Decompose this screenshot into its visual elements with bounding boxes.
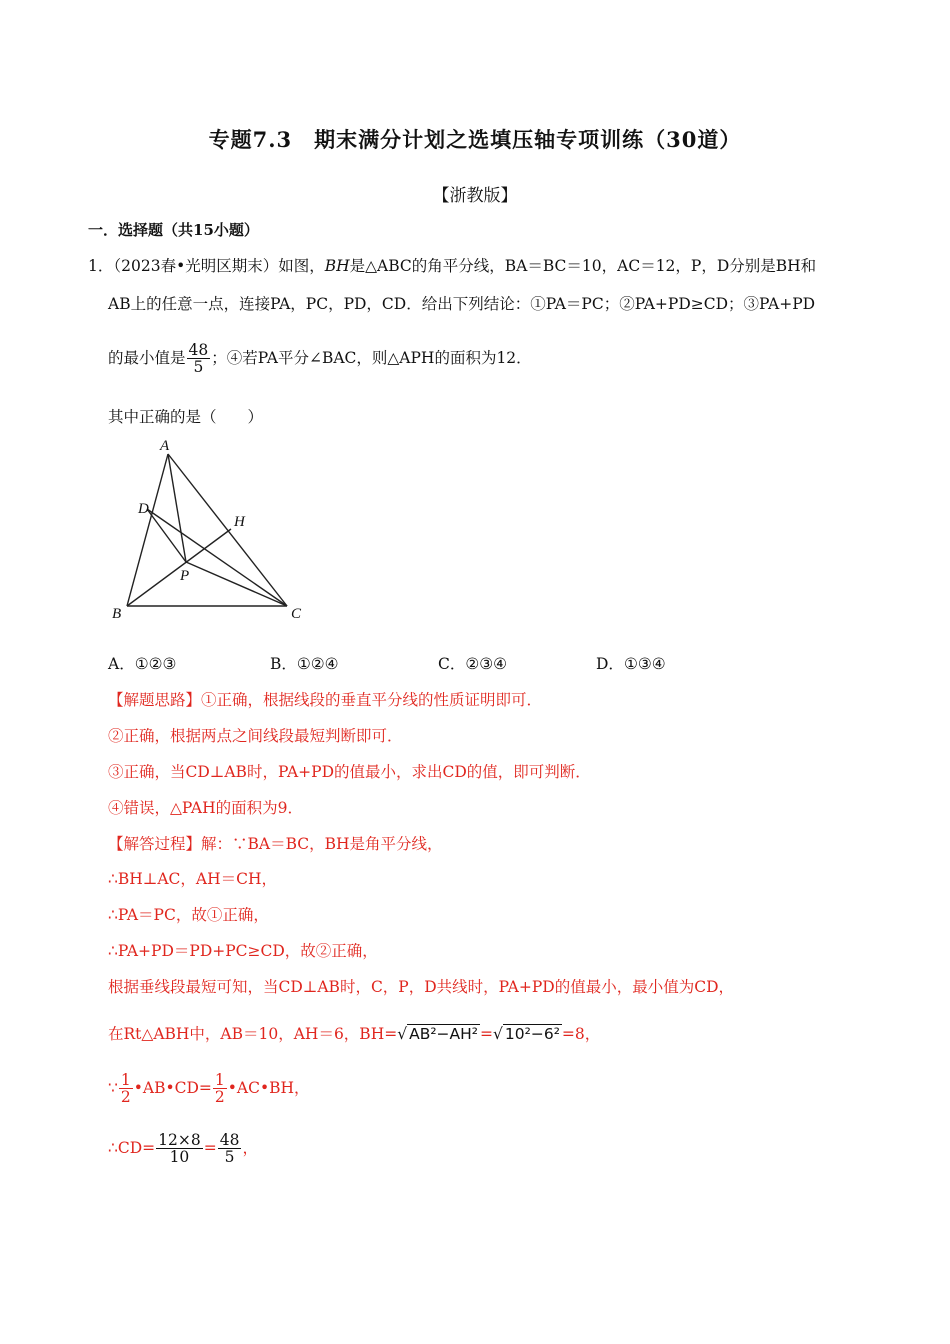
question-line-3 [108,342,532,376]
question-line-2: AB上的任意一点，连接PA，PC，PD，CD．给出下列结论：①PA＝PC；②PA+PD≥CD；③PA+PD [108,295,816,313]
triangle-figure [104,436,314,626]
segment-PD [147,509,186,562]
option-a[interactable]: A．①②③ [108,655,177,673]
solution-step-1: 【解答过程】解：∵BA＝BC，BH是角平分线， [108,835,443,853]
page-title: 专题7.3 期末满分计划之选填压轴专项训练（30道） [208,127,742,152]
option-d[interactable]: D．①③④ [596,655,666,673]
radical-ab-ah: AB²−AH² [409,1025,479,1043]
question-line1-tail: 是△ABC的角平分线，BA＝BC＝10，AC＝12，P，D分别是BH和 [349,257,817,275]
half-fraction-left: $\frac{1}{2}$ [120,1071,131,1107]
min-value-fraction: $\frac{48}{5}$ [188,341,209,377]
line3-suffix: ；④若PA平分∠BAC，则△APH的面积为12． [211,348,532,367]
question-source: （2023春•光明区期末）如图， [113,257,325,275]
option-c[interactable]: C．②③④ [438,655,508,673]
segment-CD [147,509,287,606]
solution-idea-2: ②正确，根据两点之间线段最短判断即可． [108,727,403,745]
segment-BH [127,529,231,606]
question-line-1: 1．（2023春•光明区期末）如图，BH是△ABC的角平分线，BA＝BC＝10，AC＝12，P，D分别是BH和 [88,257,817,275]
label-B: B [112,606,122,622]
option-b[interactable]: B．①②④ [270,655,339,673]
process-label: 【解答过程】 [108,835,202,853]
solution-step-3: ∴PA＝PC，故①正确， [108,906,269,924]
line3-prefix: 的最小值是 [108,348,186,367]
solution-idea-1: 【解题思路】①正确，根据线段的垂直平分线的性质证明即可． [108,691,543,709]
solution-idea-3: ③正确，当CD⊥AB时，PA+PD的值最小，求出CD的值，即可判断． [108,763,591,781]
half-fraction-right: $\frac{1}{2}$ [214,1071,225,1107]
edition-subtitle: 【浙教版】 [432,186,518,206]
label-C: C [291,606,302,622]
solution-step-5: 根据垂线段最短可知，当CD⊥AB时，C，P，D共线时，PA+PD的值最小，最小值为CD， [108,978,734,996]
question-number: 1． [88,257,114,275]
label-D: D [138,501,149,517]
section-heading: 一．选择题（共15小题） [88,221,259,239]
segment-PC [186,562,287,606]
cd-result-fraction: $\frac{48}{5}$ [219,1131,240,1167]
solution-step-4: ∴PA+PD＝PD+PC≥CD，故②正确， [108,942,378,960]
solution-step-8: ∴CD= $\frac{12\times 8}{10}$ = $\frac{48}{5}$ ， [108,1131,258,1167]
question-prompt: 其中正确的是（ ） [108,408,264,426]
solution-idea-4: ④错误，△PAH的面积为9． [108,799,303,817]
answer-options [108,652,666,674]
solution-step-7: ∵ $\frac{1}{2}$ •AB•CD= $\frac{1}{2}$ •AC•BH， [108,1071,310,1107]
label-H: H [234,514,245,530]
label-A: A [160,438,170,454]
label-P: P [180,568,190,584]
radical-10-6: 10²−6² [504,1025,560,1043]
segment-PA [168,454,186,562]
solution-step-6: 在Rt△ABH中，AB＝10，AH＝6，BH=√ AB²−AH² =√ 10²−6² =8， [108,1025,601,1043]
idea-label: 【解题思路】 [108,691,202,709]
solution-step-2: ∴BH⊥AC，AH＝CH， [108,870,277,888]
cd-fraction: $\frac{12\times 8}{10}$ [158,1131,201,1167]
